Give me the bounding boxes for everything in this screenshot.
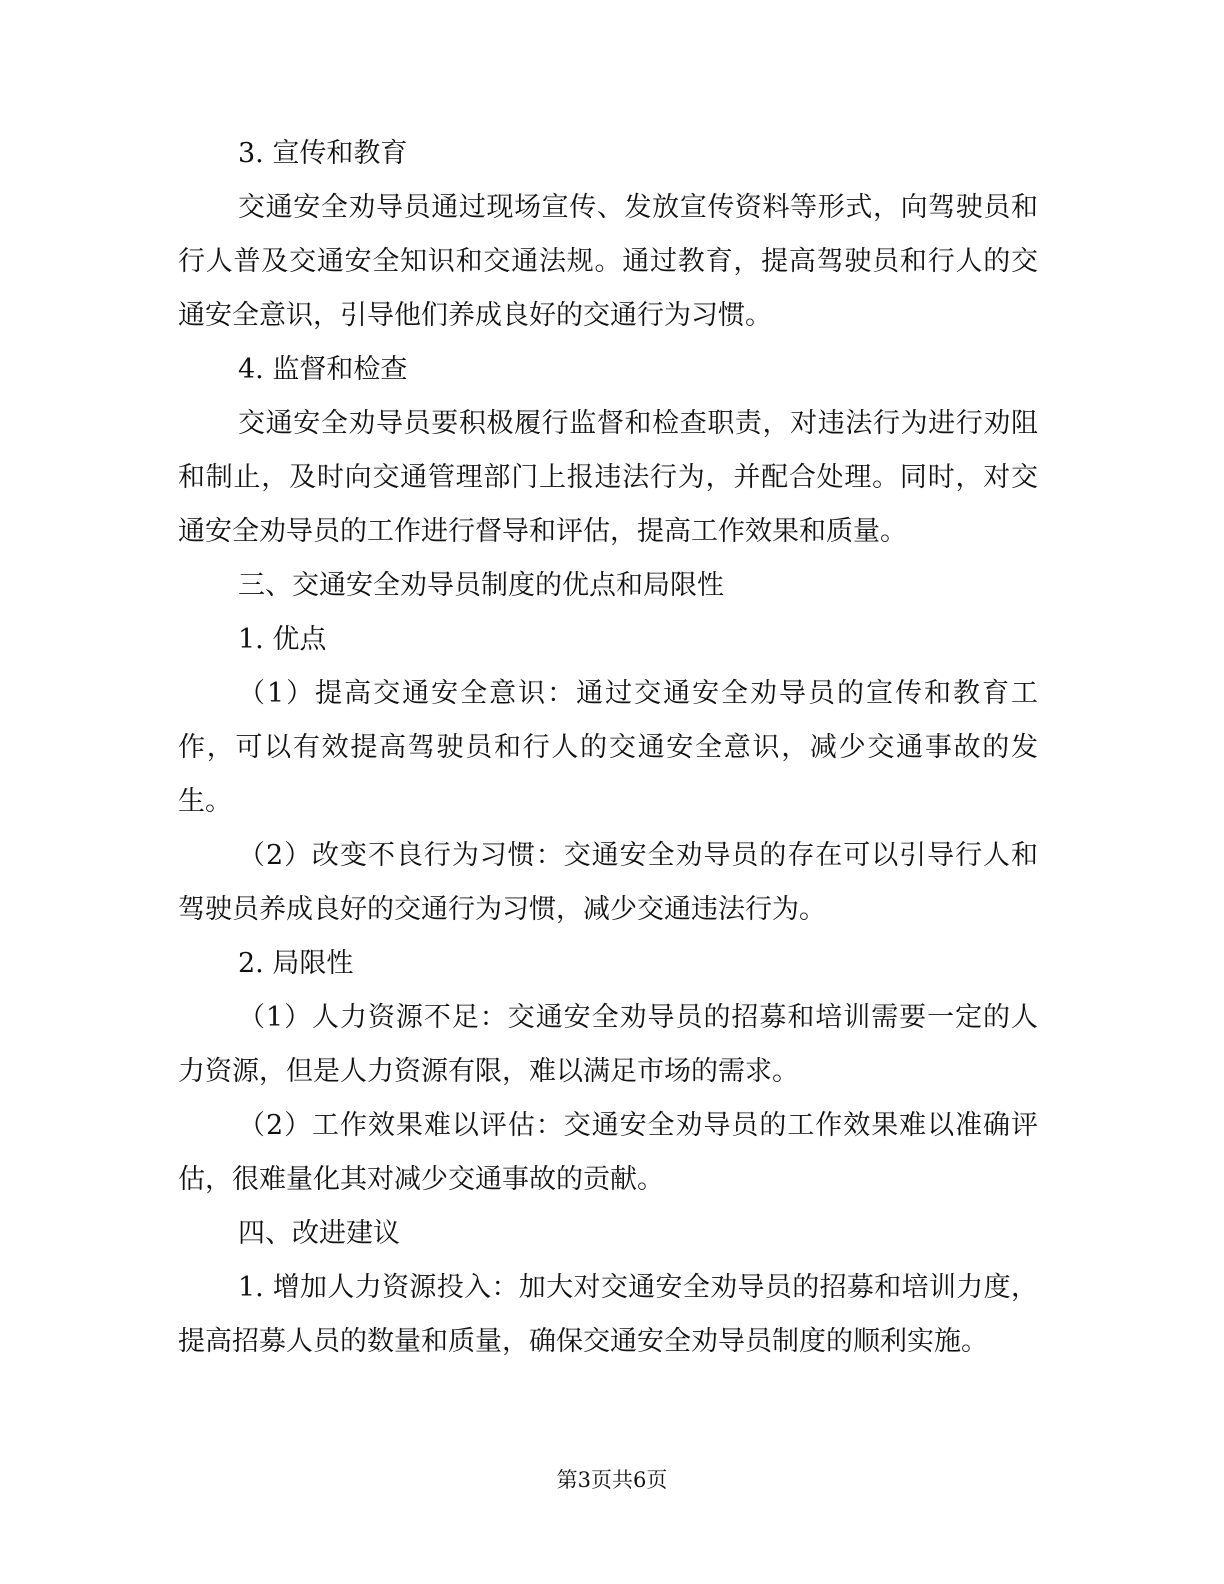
- document-body: [178, 127, 1038, 1369]
- paragraph-supervision-inspection: 交通安全劝导员要积极履行监督和检查职责，对违法行为进行劝阻和制止，及时向交通管理部门上报违法行为，并配合处理。同时，对交通安全劝导员的工作进行督导和评估，提高工作效果和质量。: [178, 408, 1038, 547]
- section-heading-publicity-education: 3. 宣传和教育: [238, 138, 408, 169]
- chapter-heading-improvements: 四、改进建议: [238, 1218, 400, 1249]
- paragraph-advantage-2: （2）改变不良行为习惯：交通安全劝导员的存在可以引导行人和驾驶员养成良好的交通行为习惯，减少交通违法行为。: [178, 840, 1038, 925]
- paragraph-limitation-2: （2）工作效果难以评估：交通安全劝导员的工作效果难以准确评估，很难量化其对减少交通事故的贡献。: [178, 1110, 1038, 1195]
- page-number-footer: 第3页共6页: [556, 1468, 668, 1492]
- paragraph-improvement-1: 1. 增加人力资源投入：加大对交通安全劝导员的招募和培训力度，提高招募人员的数量和质量，确保交通安全劝导员制度的顺利实施。: [178, 1272, 1038, 1357]
- paragraph-advantage-1: （1）提高交通安全意识：通过交通安全劝导员的宣传和教育工作，可以有效提高驾驶员和行人的交通安全意识，减少交通事故的发生。: [178, 678, 1038, 817]
- paragraph-limitation-1: （1）人力资源不足：交通安全劝导员的招募和培训需要一定的人力资源，但是人力资源有限，难以满足市场的需求。: [178, 1002, 1038, 1087]
- paragraph-publicity-education: 交通安全劝导员通过现场宣传、发放宣传资料等形式，向驾驶员和行人普及交通安全知识和交通法规。通过教育，提高驾驶员和行人的交通安全意识，引导他们养成良好的交通行为习惯。: [178, 192, 1038, 331]
- section-heading-supervision-inspection: 4. 监督和检查: [238, 354, 408, 385]
- chapter-heading-pros-cons: 三、交通安全劝导员制度的优点和局限性: [238, 570, 724, 601]
- section-heading-advantages: 1. 优点: [238, 624, 327, 655]
- section-heading-limitations: 2. 局限性: [238, 948, 354, 979]
